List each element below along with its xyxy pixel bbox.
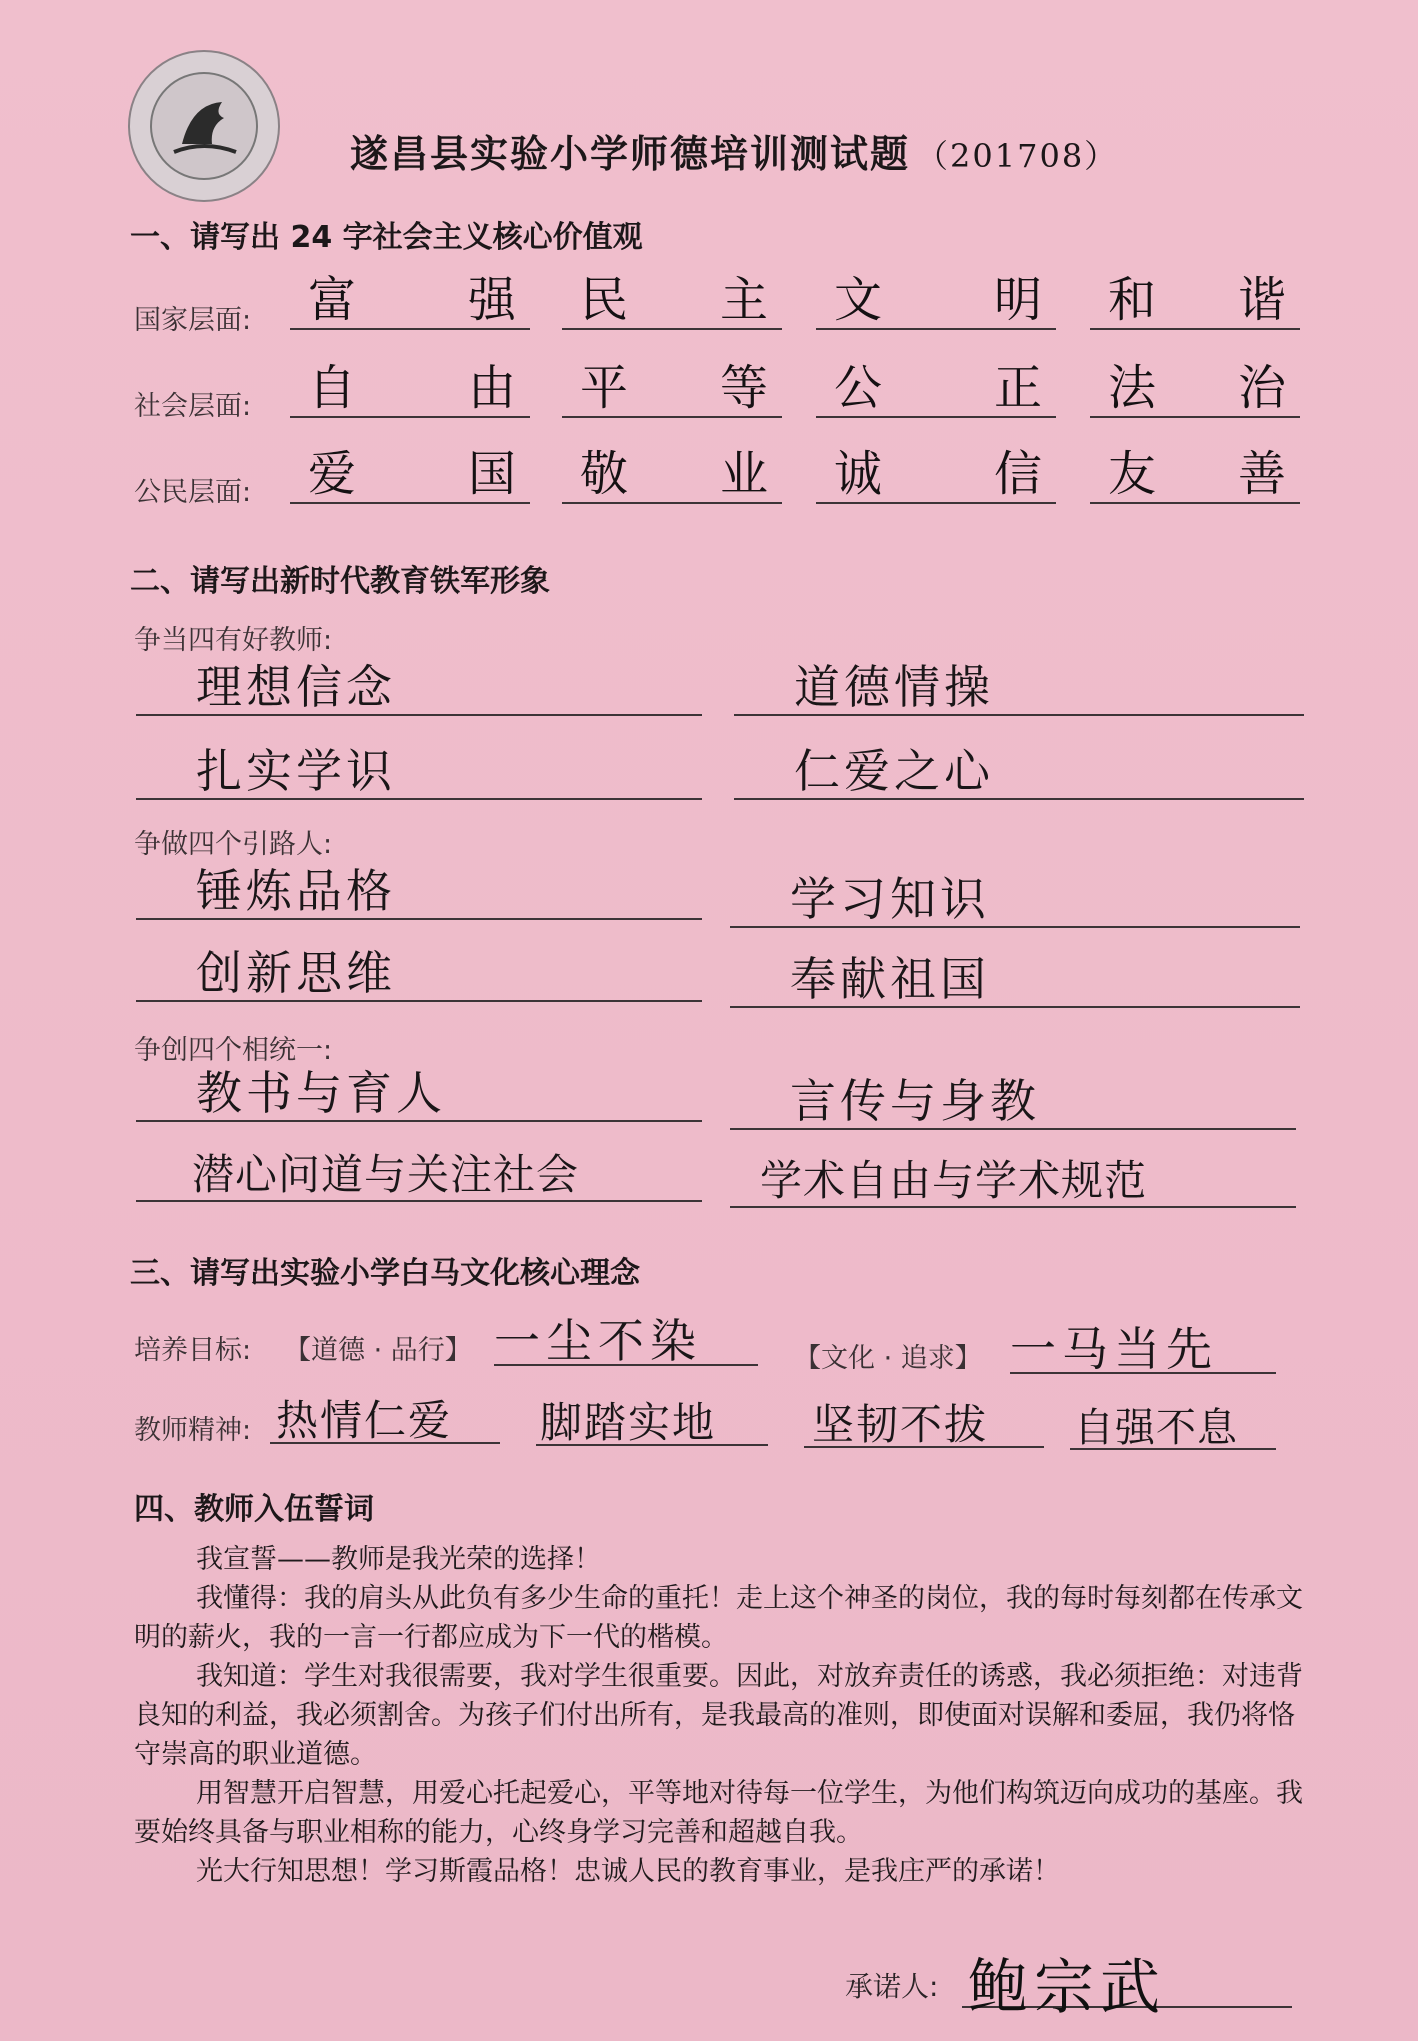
spirit-answer-3: 坚韧不拔	[804, 1400, 1044, 1448]
answer-four-unities-4: 学术自由与学术规范	[730, 1152, 1296, 1208]
group-label-four-unities: 争创四个相统一:	[134, 1035, 333, 1066]
spirit-answer-2: 脚踏实地	[536, 1398, 768, 1446]
answer-four-good-1: 理想信念	[136, 660, 702, 716]
spirit-answer-1: 热情仁爱	[270, 1396, 500, 1444]
oath-paragraph: 光大行知思想！学习斯霞品格！忠诚人民的教育事业，是我庄严的承诺！	[196, 1856, 1060, 1887]
answer-four-guides-4: 奉献祖国	[730, 952, 1300, 1008]
culture-answer: 一马当先	[1010, 1326, 1276, 1374]
oath-paragraph: 我懂得：我的肩头从此负有多少生命的重托！走上这个神圣的岗位，我的每时每刻都在传承文明的薪火，我的一言一行都应成为下一代的楷模。	[134, 1583, 1303, 1653]
oath-paragraph: 我宣誓——教师是我光荣的选择！	[196, 1544, 601, 1575]
answer-social-1: 自 由	[290, 368, 530, 418]
school-logo-emblem	[150, 72, 258, 180]
answer-national-2: 民 主	[562, 280, 782, 330]
oath-paragraph: 我知道：学生对我很需要，我对学生很重要。因此，对放弃责任的诱惑，我必须拒绝：对违背良知的利益，我必须割舍。为孩子们付出所有，是我最高的准则，即使面对误解和委屈，我仍将恪守崇高的职业道德。	[134, 1661, 1303, 1770]
answer-four-guides-3: 创新思维	[136, 946, 702, 1002]
answer-four-unities-2: 言传与身教	[730, 1074, 1296, 1130]
answer-citizen-4: 友 善	[1090, 454, 1300, 504]
oath-paragraph: 用智慧开启智慧，用爱心托起爱心，平等地对待每一位学生，为他们构筑迈向成功的基座。我要始终具备与职业相称的能力，心终身学习完善和超越自我。	[134, 1778, 1303, 1848]
culture-tag: 【文化 · 追求】	[794, 1343, 982, 1374]
answer-national-3: 文 明	[816, 280, 1056, 330]
signer-signature: 鲍宗武	[968, 1953, 1166, 2023]
title-year: （201708）	[916, 137, 1119, 175]
answer-citizen-1: 爱 国	[290, 454, 530, 504]
row-label-social: 社会层面:	[134, 391, 252, 422]
answer-four-guides-2: 学习知识	[730, 872, 1300, 928]
row-label-national: 国家层面:	[134, 305, 252, 336]
spirit-label: 教师精神:	[134, 1415, 252, 1446]
answer-four-good-2: 道德情操	[734, 660, 1304, 716]
answer-national-1: 富 强	[290, 280, 530, 330]
oath-text	[134, 1540, 1314, 1891]
moral-tag: 【道德 · 品行】	[284, 1335, 472, 1366]
moral-answer: 一尘不染	[494, 1318, 758, 1366]
answer-social-3: 公 正	[816, 368, 1056, 418]
title-text: 遂昌县实验小学师德培训测试题	[350, 132, 911, 176]
goal-label: 培养目标:	[134, 1335, 252, 1366]
section3-heading: 三、请写出实验小学白马文化核心理念	[130, 1256, 640, 1291]
row-label-citizen: 公民层面:	[134, 477, 252, 508]
answer-four-unities-3: 潜心问道与关注社会	[136, 1146, 702, 1202]
answer-four-good-3: 扎实学识	[136, 744, 702, 800]
answer-social-4: 法 治	[1090, 368, 1300, 418]
answer-four-good-4: 仁爱之心	[734, 744, 1304, 800]
group-label-four-good-teachers: 争当四有好教师:	[134, 625, 333, 656]
spirit-answer-4: 自强不息	[1070, 1402, 1276, 1450]
logo-horse-icon	[152, 74, 256, 178]
answer-social-2: 平 等	[562, 368, 782, 418]
answer-citizen-3: 诚 信	[816, 454, 1056, 504]
page-title	[350, 123, 1118, 178]
section4-heading: 四、教师入伍誓词	[134, 1492, 374, 1527]
section1-heading: 一、请写出 24 字社会主义核心价值观	[130, 220, 643, 255]
answer-national-4: 和 谐	[1090, 280, 1300, 330]
signer-label: 承诺人:	[845, 1970, 939, 2003]
answer-four-guides-1: 锤炼品格	[136, 864, 702, 920]
group-label-four-guides: 争做四个引路人:	[134, 829, 333, 860]
answer-four-unities-1: 教书与育人	[136, 1066, 702, 1122]
section2-heading: 二、请写出新时代教育铁军形象	[130, 564, 550, 599]
answer-citizen-2: 敬 业	[562, 454, 782, 504]
